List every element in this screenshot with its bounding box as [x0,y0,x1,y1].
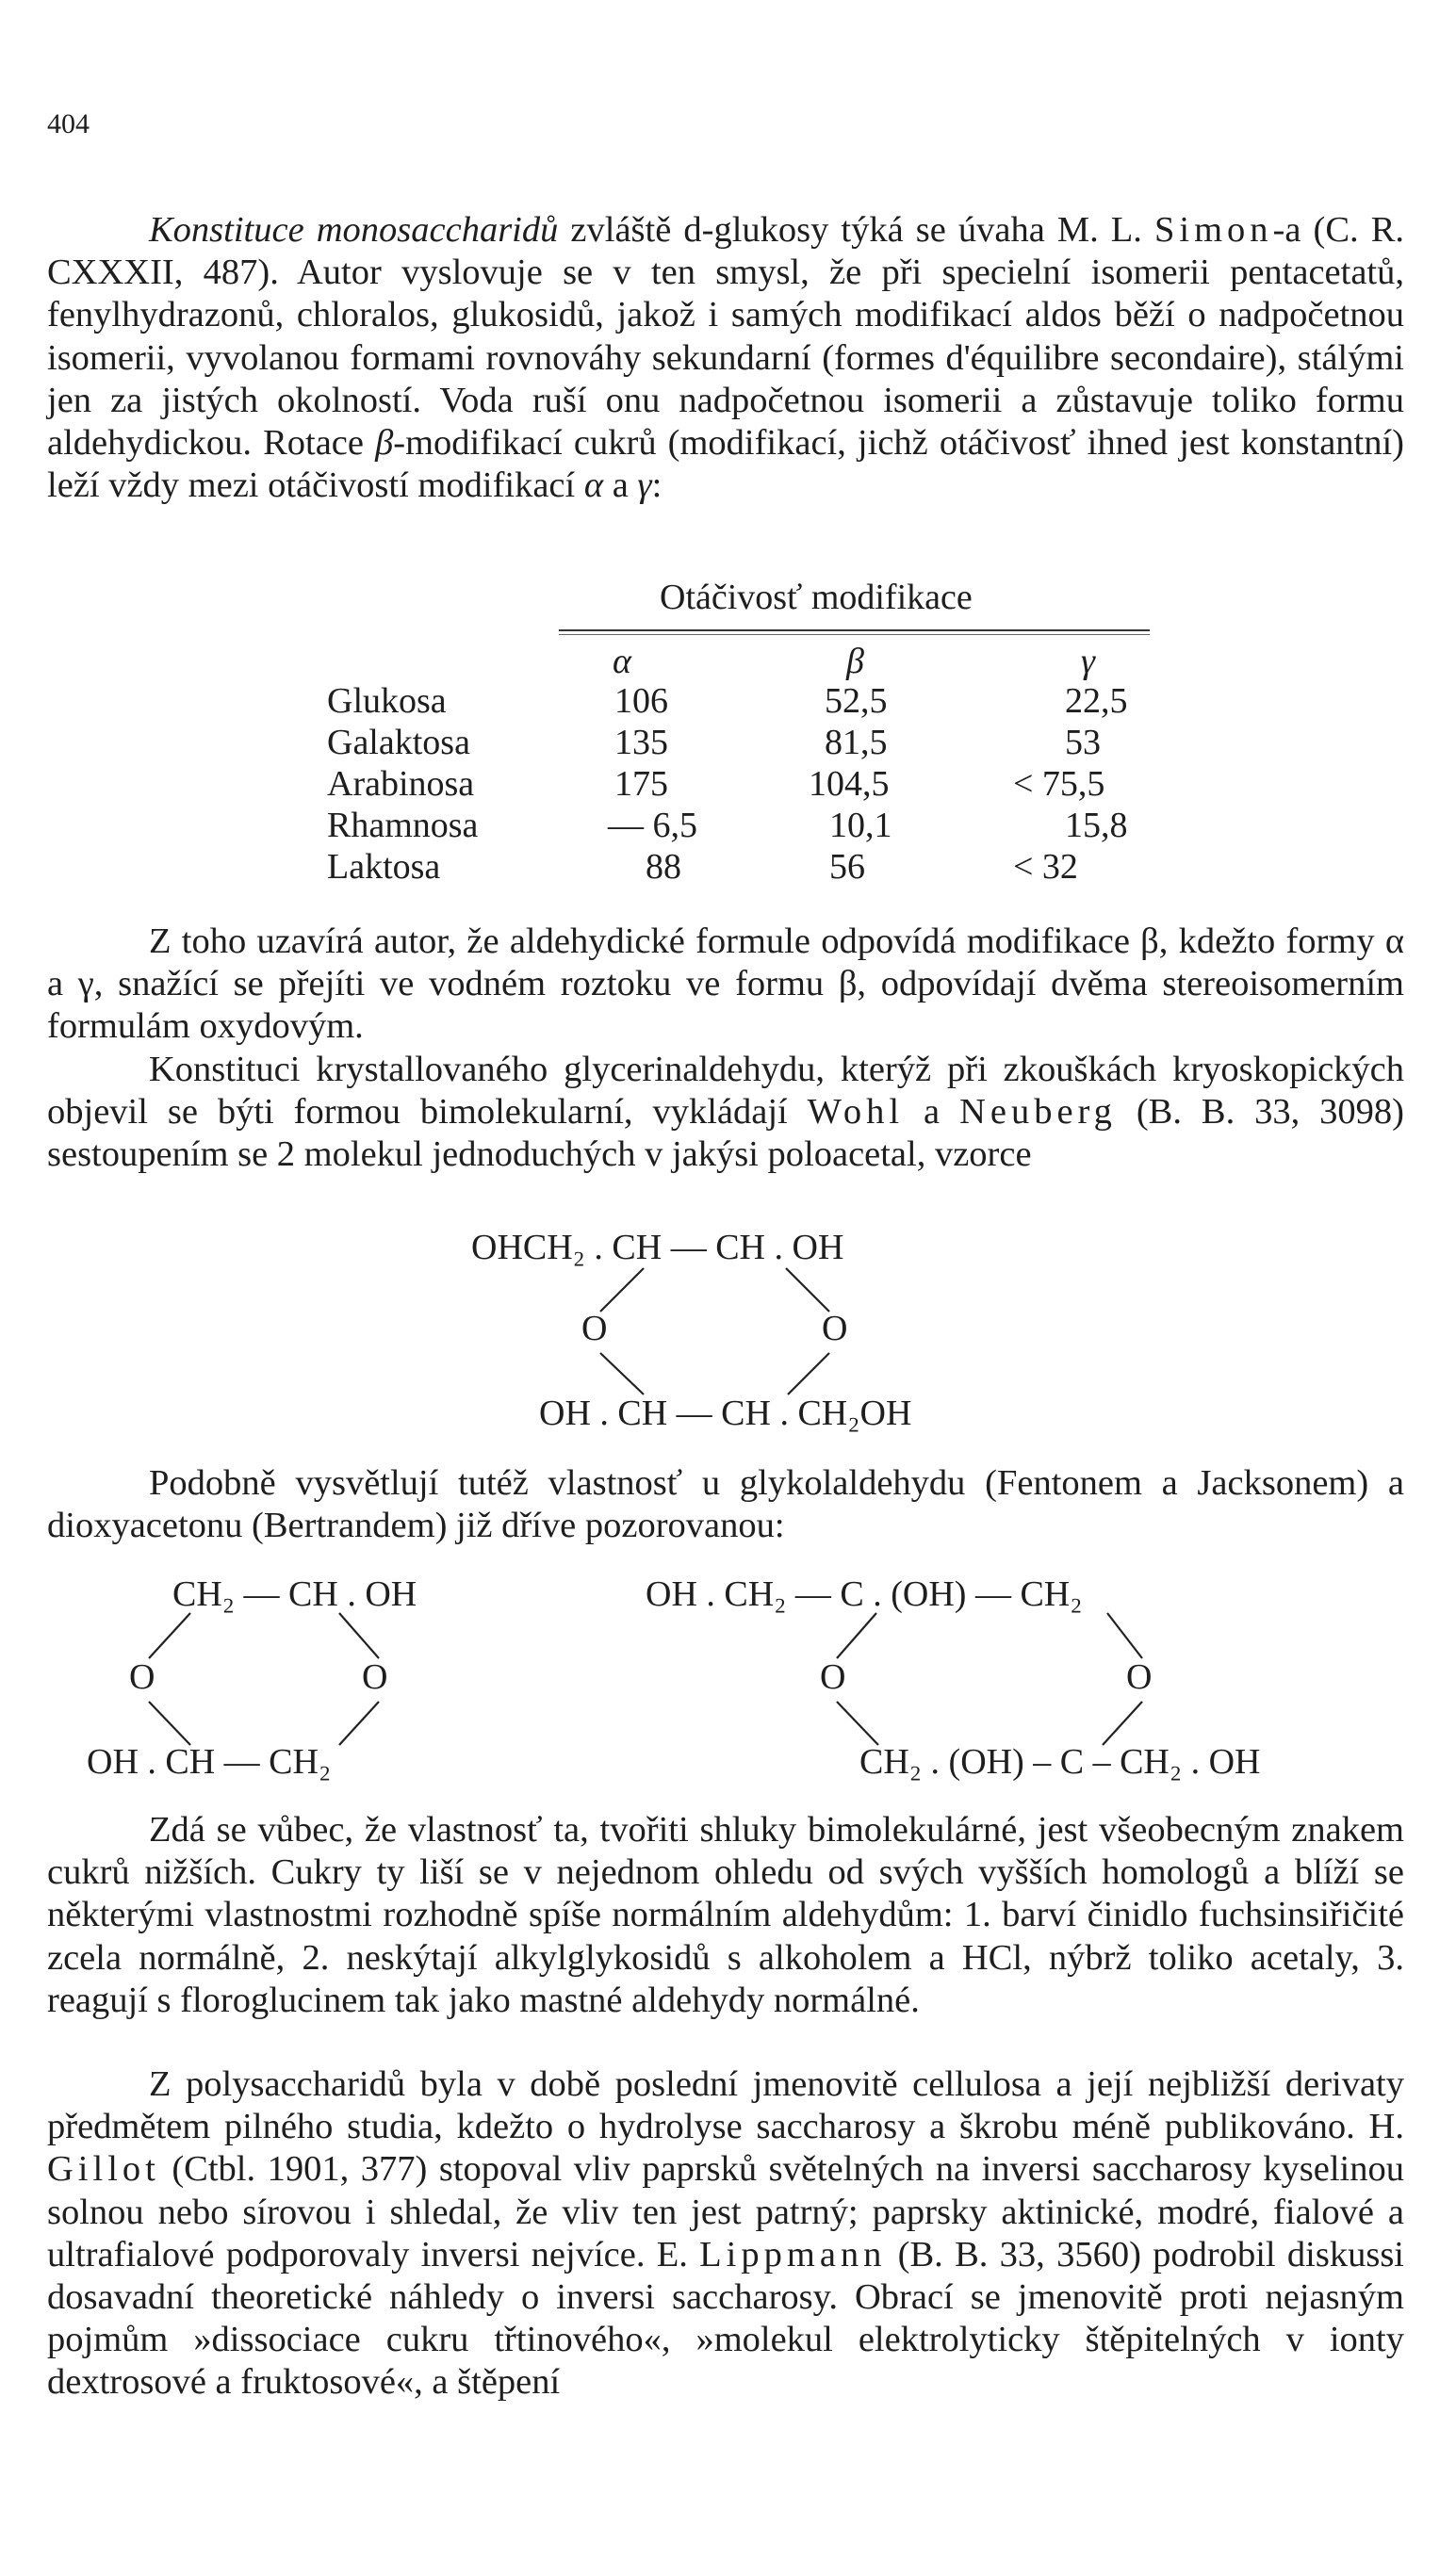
paragraph-polysaccharides: Z polysaccharidů byla v době poslední jmenovitě cellulosa a její nejbližší derivaty předmětem pilného studia, kdežto o hydrolyse saccharosy a škrobu méně publikováno. H. Gillot (Ctbl. 1901, 377) stopoval vliv paprsků světelných na inversi saccharosy kyselinou solnou nebo sírovou i shledal, že vliv ten jest patrný; paprsky aktinické, modré, fialové a ultrafialové podporovaly inversi nejvíce. E. Lippmann (B. B. 33, 3560) podrobil diskussi dosavadní theoretické náhledy o inversi saccharosy. Obrací se jmenovitě proti nejasným pojmům »dissociace cukru třtinového«, »molekul elektrolyticky štěpitelných v ionty dextrosové a fruktosové«, a štěpení [47,2064,1404,2403]
paragraph-glycolaldehyde: Podobně vysvětlují tutéž vlastnosť u glykolaldehydu (Fentonem a Jacksonem) a dioxyacetonu (Bertrandem) již dříve pozorovanou: [47,1463,1404,1546]
document-page: 404 Konstituce monosaccharidů zvláště d-glukosy týká se úvaha M. L. Simon-a (C. R. CXXXII, 487). Autor vyslovuje se v ten smysl, že při specielní isomerii pentacetatů, fenylhydrazonů, chloralos, glukosidů, jakož i samých modifikací aldos běží o nadpočetnou isomerii, vyvolanou formami rovnováhy sekundarní (formes d'équilibre secondaire), stálými jen za jistých okolností. Voda ruší onu nadpočetnou isomerii a zůstavuje toliko formu aldehydickou. Rotace β-modifikací cukrů (modifikací, jichž otáčivosť ihned jest konstantní) leží vždy mezi otáčivostí modifikací α a γ: Otáčivosť modifikace α β γ Glukosa 106 52,5 22,5 Galaktosa 135 81,5 53 Arabinosa 175 104,5 < 75,5 Rhamnosa — 6,5 10,1 15,8 Laktosa 88 56 < 32 Z toho uzavírá autor, že aldehydické formule odpovídá modifikace β, kdežto formy α a γ, snažící se přejíti ve vodném roztoku ve formu β, odpovídají dvěma stereoisomerním formulám oxydovým. Konstituci krystallovaného glycerinaldehydu, kterýž při zkouškách kryoskopických objevil se býti formou bimolekularní, vykládají Wohl a Neuberg (B. B. 33, 3098) sestoupením se 2 molekul jednoduchých v jakýsi poloacetal, vzorce OHCH₂ . CH — CH . OH O O OH . CH — CH . CH₂OH Podobně vysvětlují tutéž vlastnosť u glykolaldehydu (Fentonem a Jacksonem) a dioxyacetonu (Bertrandem) již dříve pozorovanou: CH₂ — CH . OH O O OH . CH — CH₂ OH . CH₂ — C . (OH) — CH₂ O O CH₂ . (OH) – C – CH₂ . OH Zdá se vůbec, že vlastnosť ta, tvořiti shluky bimolekulárné, jest všeobecným znakem cukrů nižších. Cukry ty liší se v nejednom ohledu od svých vyšších homologů a blíží se některými vlastnostmi rozhodně spíše normálním aldehydům: 1. barví činidlo fuchsinsiřičité zcela normálně, 2. neskýtají alkylglykosidů s alkoholem a HCl, nýbrž toliko acetaly, 3. reagují s floroglucinem tak jako mastné aldehydy normálné. Z polysaccharidů byla v době poslední jmenovitě cellulosa a její nejbližší derivaty předmětem pilného studia, kdežto o hydrolyse saccharosy a škrobu méně publikováno. H. Gillot (Ctbl. 1901, 377) stopoval vliv paprsků světelných na inversi saccharosy kyselinou solnou nebo sírovou i shledal, že vliv ten jest patrný; paprsky aktinické, modré, fialové a ultrafialové podporovaly inversi nejvíce. E. Lippmann (B. B. 33, 3560) podrobil diskussi dosavadní theoretické náhledy o inversi saccharosy. Obrací se jmenovitě proti nejasným pojmům »dissociace cukru třtinového«, »molekul elektrolyticky štěpitelných v ionty dextrosové a fruktosové«, a štěpení [0,0,1456,2576]
paragraph-conclusion: Z toho uzavírá autor, že aldehydické formule odpovídá modifikace β, kdežto formy α a γ, snažící se přejíti ve vodném roztoku ve formu β, odpovídají dvěma stereoisomerním formulám oxydovým. [47,921,1404,1047]
paragraph-lower-sugars: Zdá se vůbec, že vlastnosť ta, tvořiti shluky bimolekulárné, jest všeobecným znakem cukrů nižších. Cukry ty liší se v nejednom ohledu od svých vyšších homologů a blíží se některými vlastnostmi rozhodně spíše normálním aldehydům: 1. barví činidlo fuchsinsiřičité zcela normálně, 2. neskýtají alkylglykosidů s alkoholem a HCl, nýbrž toliko acetaly, 3. reagují s floroglucinem tak jako mastné aldehydy normálné. [47,1810,1404,2020]
author-name: Gillot [47,2149,160,2190]
page-number: 404 [47,108,90,139]
column-header-gamma: γ [1081,642,1095,681]
section-title: Konstituce monosaccharidů [149,210,559,250]
author-name: Lippmann [699,2234,887,2274]
author-name: Wohl [807,1092,905,1133]
author-name: Neuberg [959,1092,1117,1133]
column-header-alpha: α [613,642,631,681]
table-rule [559,634,1150,635]
table-heading: Otáčivosť modifikace [660,578,973,617]
paragraph-intro: Konstituce monosaccharidů zvláště d-glukosy týká se úvaha M. L. Simon-a (C. R. CXXXII, 487). Autor vyslovuje se v ten smysl, že při specielní isomerii pentacetatů, fenylhydrazonů, chloralos, glukosidů, jakož i samých modifikací aldos běží o nadpočetnou isomerii, vyvolanou formami rovnováhy sekundarní (formes d'équilibre secondaire), stálými jen za jistých okolností. Voda ruší onu nadpočetnou isomerii a zůstavuje toliko formu aldehydickou. Rotace β-modifikací cukrů (modifikací, jichž otáčivosť ihned jest konstantní) leží vždy mezi otáčivostí modifikací α a γ: [47,210,1404,506]
paragraph-glycerinaldehyde: Konstituci krystallovaného glycerinaldehydu, kterýž při zkouškách kryoskopických objevil se býti formou bimolekularní, vykládají Wohl a Neuberg (B. B. 33, 3098) sestoupením se 2 molekul jednoduchých v jakýsi poloacetal, vzorce [47,1050,1404,1175]
column-header-beta: β [846,642,864,681]
author-name: Simon [1153,210,1273,250]
table-rule [559,629,1150,631]
